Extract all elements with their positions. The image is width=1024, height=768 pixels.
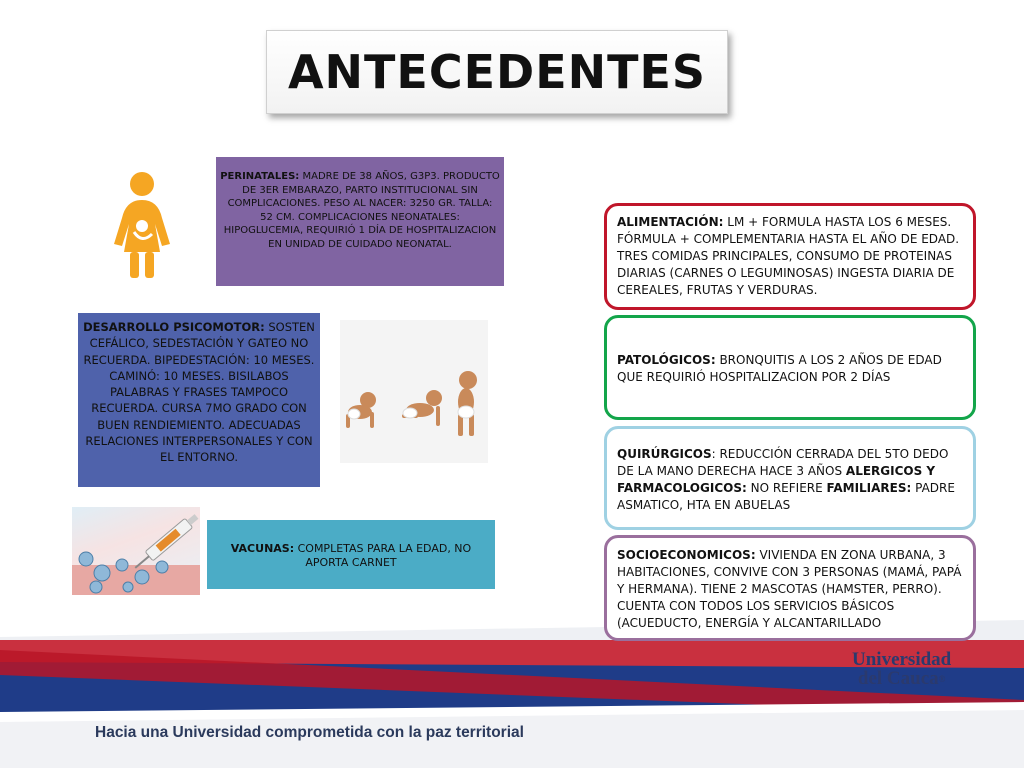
logo-line1: Universidad <box>852 649 952 670</box>
vacunas-box <box>207 520 495 589</box>
socioeconomicos-text: VIVIENDA EN ZONA URBANA, 3 HABITACIONES, CONVIVE CON 3 PERSONAS (MAMÁ, PAPÁ Y HERMANA). TIENE 2 MASCOTAS (HAMSTER, PERRO). CUENTA CON TODOS LOS SERVICIOS BÁSICOS (ACUEDUCTO, ENERGÍA Y ALCANTARILLADO <box>617 548 962 630</box>
familiares-label: FAMILIARES: <box>826 481 912 495</box>
socioeconomicos-box <box>604 535 976 641</box>
quirurgicos-box <box>604 426 976 530</box>
alimentacion-box <box>604 203 976 310</box>
vacunas-text: COMPLETAS PARA LA EDAD, NO APORTA CARNET <box>294 542 472 569</box>
footer-slogan: Hacia una Universidad comprometida con la paz territorial <box>95 724 524 741</box>
alimentacion-label: ALIMENTACIÓN: <box>617 215 724 229</box>
patologicos-label: PATOLÓGICOS: <box>617 353 716 367</box>
patologicos-box <box>604 315 976 420</box>
alimentacion-text: LM + FORMULA HASTA LOS 6 MESES. FÓRMULA + COMPLEMENTARIA HASTA EL AÑO DE EDAD. TRES COMIDAS PRINCIPALES, CONSUMO DE PROTEINAS DIARIAS (CARNES O LEGUMINOSAS) INGESTA DIARIA DE CEREALES, FRUTAS Y VERDURAS. <box>617 215 960 297</box>
vacunas-label: VACUNAS: <box>230 542 295 555</box>
logo-line2: del Cauca <box>857 668 939 689</box>
perinatales-text: MADRE DE 38 AÑOS, G3P3. PRODUCTO DE 3ER EMBARAZO, PARTO INSTITUCIONAL SIN COMPLICACIONES. PESO AL NACER: 3250 GR. TALLA: 52 CM. COMPLICACIONES NEONATALES: HIPOGLUCEMIA, REQUIRIÓ 1 DÍA DE HOSPITALIZACION EN UNIDAD DE CUIDADO NEONATAL. <box>223 171 500 250</box>
page-title: ANTECEDENTES <box>287 45 707 99</box>
quirurgicos-label: QUIRÚRGICOS <box>617 447 712 461</box>
perinatales-box <box>216 157 504 286</box>
university-logo <box>852 650 951 689</box>
alergicos-text: NO REFIERE <box>746 481 827 495</box>
patologicos-text: BRONQUITIS A LOS 2 AÑOS DE EDAD QUE REQUIRIÓ HOSPITALIZACION POR 2 DÍAS <box>617 353 942 384</box>
baby-development-image <box>340 320 488 463</box>
desarrollo-text: SOSTEN CEFÁLICO, SEDESTACIÓN Y GATEO NO RECUERDA. BIPEDESTACIÓN: 10 MESES. CAMINÓ: 10 MESES. BISILABOS PALABRAS Y FRASES TAMPOCO RECUERDA. CURSA 7MO GRADO CON BUEN RENDIEMIENTO. ADECUADAS RELACIONES INTERPERSONALES Y CON EL ENTORNO. <box>83 320 315 465</box>
vaccine-syringe-image <box>72 507 200 595</box>
title-box <box>266 30 728 114</box>
desarrollo-label: DESARROLLO PSICOMOTOR: <box>83 320 265 334</box>
alergicos-label: ALERGICOS Y FARMACOLOGICOS: <box>617 464 936 495</box>
socioeconomicos-label: SOCIOECONOMICOS: <box>617 548 756 562</box>
desarrollo-box <box>78 313 320 487</box>
mother-icon <box>100 158 184 286</box>
quirurgicos-text: : REDUCCIÓN CERRADA DEL 5TO DEDO DE LA MANO DERECHA HACE 3 AÑOS <box>617 447 949 478</box>
perinatales-label: PERINATALES: <box>220 171 300 182</box>
familiares-text: PADRE ASMATICO, HTA EN ABUELAS <box>617 481 955 512</box>
registered-mark: ® <box>938 674 946 685</box>
